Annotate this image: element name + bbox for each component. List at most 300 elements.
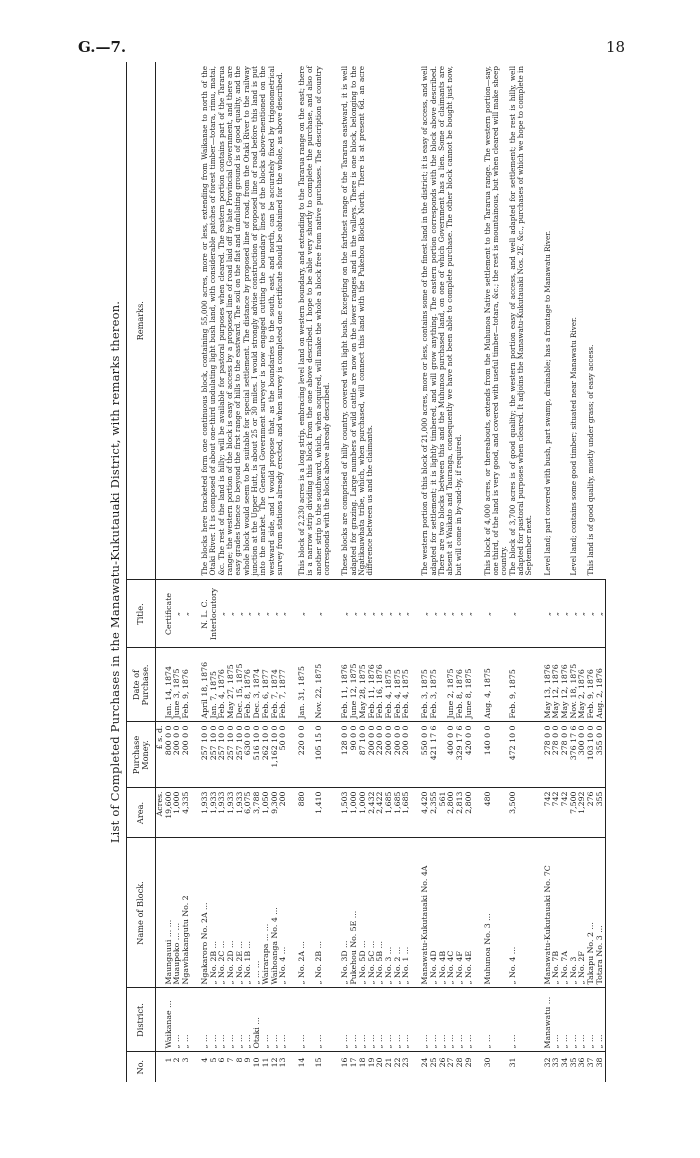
row-area: 19,600: [165, 788, 174, 838]
row-district: „ ...: [570, 988, 579, 1052]
row-title: „: [173, 580, 182, 648]
row-no: 19: [366, 1057, 376, 1068]
row-block: „ ... ...: [253, 838, 262, 988]
row-block: Pukehou No. 5E ...: [350, 838, 359, 988]
row-date: Dec. 15, 1875: [236, 648, 245, 722]
row-district: „ ...: [376, 988, 385, 1052]
row-no: 15: [313, 1057, 323, 1068]
row-block: „ No. 2 ...: [394, 838, 403, 988]
row-block: Ngawhakangutu No. 2: [182, 838, 191, 988]
row-no: 7: [226, 1057, 236, 1063]
row-district: „ ...: [350, 988, 359, 1052]
row-date: Aug. 2, 1876: [596, 648, 605, 722]
row-money: 376 17 6: [570, 722, 579, 788]
row-title: „: [484, 580, 509, 648]
row-title: „: [544, 580, 553, 648]
row-date: Feb. 3, 1875: [430, 648, 439, 722]
spacer-cell: [474, 788, 484, 838]
spacer-cell: [474, 988, 484, 1052]
row-block: „ No. 4B: [439, 838, 448, 988]
row-district: „ ...: [227, 988, 236, 1052]
row-block: „ No. 2C ...: [218, 838, 227, 988]
row-block: „ No. 4 ...: [279, 838, 288, 988]
row-district: „ ...: [385, 988, 394, 1052]
row-date: June 8, 1875: [465, 648, 474, 722]
row-no: 36: [577, 1057, 587, 1068]
row-date: June 2, 1875: [447, 648, 456, 722]
row-remarks: Level land; contains some good timber; situated near Manawatu River.: [570, 62, 587, 580]
table-body: [156, 62, 606, 1082]
row-date: Aug. 4, 1875: [484, 648, 509, 722]
row-district: „ ...: [359, 988, 368, 1052]
money-unit: £ s. d.: [156, 722, 165, 788]
row-title: „: [439, 580, 448, 648]
row-block: Maungauui ... ...: [165, 838, 174, 988]
row-date: Feb. 3, 1875: [421, 648, 430, 722]
row-district: „ ...: [421, 988, 430, 1052]
row-district: „ ...: [561, 988, 570, 1052]
row-area: 9,300: [271, 788, 280, 838]
row-title: „: [447, 580, 456, 648]
row-date: June 3, 1875: [173, 648, 182, 722]
row-area: 7,500: [570, 788, 579, 838]
row-area: 4,335: [182, 788, 191, 838]
row-remarks: The blocks here bracketed form one continuous block, containing 55,000 acres, more or less, extending from Waikanae to north of the Otaki River. It is composed of about one-third undulating light bush land, with considerable patches of forest timber—totara, rimu, matai, &c. The rest of the land is hilly; will be available for pastoral purposes when cleared. The eastern portion contains part of the Tararua range; the western portion of the block is easy of access by a proposed line of road laid off by late Provincial Government, and there are easy grades thence to beyond the first range of hills to the eastward. The soil on the flat and undulating ground is of good quality, and the whole block would seem to be suitable for special settlement. The distance by proposed line of road, from the Otaki River to the railway junction at the Upper Hutt, is about 25 or 30 miles. I would strongly advise construction of proposed line of road before this land is put into the market. The General Government surveyor is now engaged cutting the boundary lines of the blocks above-mentioned on the westward side, and I would propose that, as the boundaries to the south, east, and north, can be accurately fixed by trigonometrical survey from stations already erected, and when survey is completed one certificate should be obtained for the whole, as above described.: [201, 62, 288, 580]
row-title: „: [279, 580, 288, 648]
row-district: „ ...: [394, 988, 403, 1052]
spacer-cell: [474, 1052, 484, 1082]
row-title: Interlocutory: [210, 580, 219, 648]
row-no: 33: [551, 1057, 561, 1068]
row-title: „: [244, 580, 253, 648]
row-money: 1,162 10 0: [271, 722, 280, 788]
row-district: „ ...: [484, 988, 509, 1052]
row-no: 16: [340, 1057, 350, 1068]
page-ref: G.—7.: [78, 38, 127, 56]
row-no: 22: [392, 1057, 402, 1068]
row-area: 2,355: [430, 788, 439, 838]
row-block: „ No. 7B: [552, 838, 561, 988]
row-money: 50 0 0: [279, 722, 288, 788]
row-block: „ No. 2D ...: [227, 838, 236, 988]
row-date: May 27, 1875: [227, 648, 236, 722]
row-no: 24: [420, 1057, 430, 1068]
row-district: „ ...: [596, 988, 605, 1052]
row-title: „: [376, 580, 385, 648]
table-row: [544, 62, 553, 1082]
row-block: „ No. 4 ...: [509, 838, 534, 988]
row-title: „: [561, 580, 570, 648]
row-date: May 28, 1875: [359, 648, 368, 722]
row-block: „ No. 3D ...: [341, 838, 350, 988]
row-money: 355 0 0: [596, 722, 605, 788]
row-block: „ No. 3 ...: [385, 838, 394, 988]
row-district: „ ...: [315, 988, 332, 1052]
row-date: Jan. 7, 1875: [210, 648, 219, 722]
row-money: 200 0 0: [173, 722, 182, 788]
row-no: 27: [446, 1057, 456, 1068]
row-district: Waikanae ...: [165, 988, 174, 1052]
row-no: 3: [181, 1057, 191, 1063]
row-money: 257 10 0: [210, 722, 219, 788]
row-remarks: This land is of good quality, mostly under grass; of easy access.: [587, 62, 605, 580]
row-area: 355: [596, 788, 605, 838]
row-title: „: [402, 580, 411, 648]
row-no: 14: [297, 1057, 307, 1068]
spacer-cell: [474, 62, 484, 580]
row-money: 257 10 0: [236, 722, 245, 788]
row-district: „ ...: [465, 988, 474, 1052]
row-money: 262 10 0: [262, 722, 271, 788]
row-block: Takapu No. 2 ...: [587, 838, 596, 988]
row-title: Certificate: [165, 580, 174, 648]
row-date: Feb. 8, 1876: [456, 648, 465, 722]
col-remarks-header: Remarks.: [127, 62, 156, 580]
row-no: 17: [349, 1057, 359, 1068]
row-date: Feb. 9, 1876: [587, 648, 596, 722]
row-remarks: The western portion of this block of 21,000 acres, more or less, contains some of the finest land in the district; it is easy of access, and well adapted for settlement; it is lightly timbered, and will grow anything. The eastern portion corresponds with the block above described. There are two blocks between this and the Muhunoa purchased land, on one of which Government has a lien. Some of claimants are absent at Waikato and Tauranga, consequently we have not been able to complete purchase. The other block cannot be bought just now, but will come in by-and-by, if required.: [421, 62, 473, 580]
document-title: List of Completed Purchases in the Manawatu-Kukutauaki District, with remarks thereon.: [108, 300, 122, 844]
row-title: „: [385, 580, 394, 648]
row-area: 3,788: [253, 788, 262, 838]
area-unit: Acres.: [156, 788, 165, 838]
row-money: 472 10 0: [509, 722, 534, 788]
row-area: 2,813: [456, 788, 465, 838]
row-date: April 18, 1876: [201, 648, 210, 722]
row-no: 5: [208, 1057, 218, 1063]
row-money: 257 10 0: [201, 722, 210, 788]
table-row: [421, 62, 430, 1082]
row-district: „ ...: [218, 988, 227, 1052]
row-area: 1,685: [385, 788, 394, 838]
row-money: 421 17 6: [430, 722, 439, 788]
spacer-cell: [474, 722, 484, 788]
row-date: Feb. 7, 1877: [279, 648, 288, 722]
row-district: „ ...: [430, 988, 439, 1052]
row-district: „ ...: [578, 988, 587, 1052]
row-money: 200 0 0: [402, 722, 411, 788]
row-no: 8: [234, 1057, 244, 1063]
row-area: 1,000: [359, 788, 368, 838]
spacer-cell: [474, 580, 484, 648]
row-remarks: The block of 3,700 acres is of good quality; the western portion easy of access, and well adapted for settlement; the rest is hilly, well adapted for pastoral purposes when cleared. It adjoins the Manawatu-Kukutauaki Nos. 2E, &c., purchases of which we hope to complete in September next.: [509, 62, 534, 580]
row-title: „: [368, 580, 377, 648]
row-block: „ No. 4E: [465, 838, 474, 988]
row-block: „ No. 2F: [578, 838, 587, 988]
row-money: 220 0 0: [298, 722, 315, 788]
row-title: N. L. C.: [201, 580, 210, 648]
row-block: Wairarapa ... ...: [262, 838, 271, 988]
units-cell: [156, 62, 165, 580]
row-title: „: [182, 580, 191, 648]
row-area: 1,292: [578, 788, 587, 838]
row-date: Feb. 6, 1877: [262, 648, 271, 722]
col-money-header: Purchase Money.: [127, 722, 156, 788]
row-district: „ ...: [201, 988, 210, 1052]
row-area: 1,685: [402, 788, 411, 838]
row-area: 1,503: [341, 788, 350, 838]
row-block: „ No. 2B ...: [210, 838, 219, 988]
table-row: [298, 62, 315, 1082]
row-area: 1,933: [201, 788, 210, 838]
row-district: Otaki ...: [253, 988, 262, 1052]
row-money: 516 10 0: [253, 722, 262, 788]
table-row: [509, 62, 534, 1082]
row-block: „ No. 4F: [456, 838, 465, 988]
table-row: [201, 62, 210, 1082]
row-date: May 2, 1876: [578, 648, 587, 722]
row-area: 3,500: [509, 788, 534, 838]
row-block: „ No. 2E ...: [236, 838, 245, 988]
row-date: Feb. 4, 1876: [218, 648, 227, 722]
col-district-header: District.: [127, 988, 156, 1052]
row-block: „ No. 7A: [561, 838, 570, 988]
row-title: „: [465, 580, 474, 648]
row-remarks: This block of 2,230 acres is a long strip, embracing level land on western boundary, and extending to the Tararua range on the east; there is a narrow strip dividing this block from the one above described. I hope to be able very shortly to complete the purchase, and also of another strip to the southward, which, when acquired, will make the whole a block free from native purchases. The description of country corresponds with the block above already described.: [298, 62, 331, 580]
row-no: 32: [542, 1057, 552, 1068]
row-district: „ ...: [587, 988, 596, 1052]
row-area: 1,410: [315, 788, 332, 838]
row-area: 6,075: [244, 788, 253, 838]
row-area: 276: [587, 788, 596, 838]
row-money: 90 0 0: [350, 722, 359, 788]
row-title: „: [359, 580, 368, 648]
units-cell: [156, 1052, 165, 1082]
row-area: 480: [484, 788, 509, 838]
row-area: 1,933: [218, 788, 227, 838]
row-area: 1,933: [210, 788, 219, 838]
row-district: „ ...: [298, 988, 315, 1052]
row-money: 200 0 0: [368, 722, 377, 788]
row-block: Totara No. 3 ...: [596, 838, 605, 988]
row-title: „: [509, 580, 534, 648]
row-no: 9: [243, 1057, 253, 1063]
row-district: „ ...: [262, 988, 271, 1052]
rotated-table-area: [104, 62, 674, 1082]
row-area: 1,000: [350, 788, 359, 838]
page-number: 18: [606, 38, 626, 56]
row-title: „: [421, 580, 430, 648]
row-no: 21: [384, 1057, 394, 1068]
row-block: „ No. 5C ...: [368, 838, 377, 988]
purchases-table: [126, 62, 606, 1082]
row-area: 880: [298, 788, 315, 838]
col-date-header: Date of Purchase.: [127, 648, 156, 722]
row-title: „: [262, 580, 271, 648]
row-block: „ No. 2A ...: [298, 838, 315, 988]
row-district: „ ...: [279, 988, 288, 1052]
row-date: Feb. 16, 1876: [376, 648, 385, 722]
row-area: 2,422: [376, 788, 385, 838]
row-block: „ No. 4D: [430, 838, 439, 988]
row-no: 20: [375, 1057, 385, 1068]
row-title: „: [552, 580, 561, 648]
row-money: 300 0 0: [578, 722, 587, 788]
spacer-cell: [474, 838, 484, 988]
row-no: 23: [401, 1057, 411, 1068]
row-no: 34: [560, 1057, 569, 1068]
row-title: „: [596, 580, 605, 648]
row-remarks: Level land; part covered with bush, part swamp, drainable; has a frontage to Manawatu River.: [544, 62, 570, 580]
row-district: Manawatu ...: [544, 988, 553, 1052]
row-block: Muaupoko ... ...: [173, 838, 182, 988]
row-no: 30: [482, 1057, 492, 1068]
row-money: 128 0 0: [341, 722, 350, 788]
row-block: „ No. 4C: [447, 838, 456, 988]
row-no: 4: [199, 1057, 209, 1063]
row-date: Feb. 4, 1875: [385, 648, 394, 722]
row-date: Nov. 22, 1875: [315, 648, 332, 722]
row-money: 630 0 0: [244, 722, 253, 788]
table-row: [570, 62, 579, 1082]
row-district: „ ...: [447, 988, 456, 1052]
row-area: 742: [544, 788, 553, 838]
row-title: „: [570, 580, 579, 648]
row-date: June 12, 1875: [350, 648, 359, 722]
row-block: „ No. 5B ...: [376, 838, 385, 988]
row-date: Feb. 9, 1876: [182, 648, 191, 722]
row-no: 29: [463, 1057, 473, 1068]
row-money: 220 0 0: [376, 722, 385, 788]
row-date: Feb. 11, 1876: [368, 648, 377, 722]
row-no: 35: [568, 1057, 578, 1068]
row-date: Feb. 8, 1876: [244, 648, 253, 722]
row-no: 28: [455, 1057, 465, 1068]
row-block: „ No. 5D ...: [359, 838, 368, 988]
row-no: 31: [507, 1057, 517, 1068]
row-money: 257 10 0: [218, 722, 227, 788]
spacer-row: [474, 62, 484, 1082]
row-date: May 12, 1876: [561, 648, 570, 722]
row-area: 561: [439, 788, 448, 838]
row-district: „ ...: [439, 988, 448, 1052]
row-date: Feb. 9, 1875: [509, 648, 534, 722]
row-no: 38: [596, 1052, 605, 1082]
col-block-header: Name of Block.: [127, 838, 156, 988]
col-title-header: Title.: [127, 580, 156, 648]
row-block: „ No. 1B ...: [244, 838, 253, 988]
row-area: 1,685: [394, 788, 403, 838]
row-money: 200 0 0: [182, 722, 191, 788]
row-money: 87 10 0: [359, 722, 368, 788]
row-date: Dec. 3, 1874: [253, 648, 262, 722]
row-area: 742: [561, 788, 570, 838]
row-title: „: [218, 580, 227, 648]
row-title: „: [236, 580, 245, 648]
row-money: 140 0 0: [484, 722, 509, 788]
row-money: 329 17 6: [456, 722, 465, 788]
row-block: „ No. 3: [570, 838, 579, 988]
row-area: 742: [552, 788, 561, 838]
row-block: Waihoanga No. 4 ...: [271, 838, 280, 988]
row-money: 550 0 0: [421, 722, 430, 788]
row-area: 1,933: [227, 788, 236, 838]
row-district: „ ...: [271, 988, 280, 1052]
row-remarks: This block of 4,000 acres, or thereabouts, extends from the Muhunoa Native settlement to the Tararua range. The western portion—say, one third, of the land is very good, and covered with useful timber—totara, &c.; the rest is mountainous, but when cleared will make sheep country.: [484, 62, 509, 580]
row-area: 1,000: [173, 788, 182, 838]
row-district: „ ...: [368, 988, 377, 1052]
row-money: 257 10 0: [227, 722, 236, 788]
row-no: 25: [428, 1057, 438, 1068]
row-title: „: [350, 580, 359, 648]
row-title: „: [271, 580, 280, 648]
row-area: 2,800: [447, 788, 456, 838]
row-no: 2: [172, 1057, 182, 1063]
row-block: Ngakaroro No. 2A ...: [201, 838, 210, 988]
row-no: 6: [217, 1057, 227, 1063]
row-area: 2,800: [465, 788, 474, 838]
row-district: „ ...: [182, 988, 191, 1052]
row-area: 2,432: [368, 788, 377, 838]
row-area: 200: [279, 788, 288, 838]
row-money: 103 10 0: [587, 722, 596, 788]
row-money: 278 0 0: [552, 722, 561, 788]
row-block: Manawatu-Kukutauaki No. 4A: [421, 838, 430, 988]
row-block: Muhunoa No. 3 ...: [484, 838, 509, 988]
row-title: „: [456, 580, 465, 648]
row-title: „: [587, 580, 596, 648]
row-title: „: [394, 580, 403, 648]
col-area-header: Area.: [127, 788, 156, 838]
col-no-header: No.: [127, 1052, 156, 1082]
row-no: 12: [269, 1057, 279, 1068]
row-date: Feb. 7, 1874: [271, 648, 280, 722]
row-remarks: These blocks are comprised of hilly country, covered with light bush. Excepting on the farthest range of the Tararua eastward, it is well adapted for grazing. Large numbers of wild cattle are now on the lower ranges and in the valleys. There is one block, belonging to the Ngatikauwhata tribe, which, when purchased, will connect this land with the Pukehou Blocks North. There is at present 6d. an acre difference between us and the claimants.: [341, 62, 411, 580]
row-district: „ ...: [402, 988, 411, 1052]
row-date: Jan. 14, 1874: [165, 648, 174, 722]
row-no: 18: [357, 1057, 367, 1068]
row-date: May 12, 1876: [552, 648, 561, 722]
row-area: 1,933: [236, 788, 245, 838]
row-district: „ ...: [456, 988, 465, 1052]
row-title: „: [430, 580, 439, 648]
table-header: [127, 62, 156, 1082]
row-district: „ ...: [552, 988, 561, 1052]
row-no: 26: [437, 1057, 447, 1068]
row-area: 1,050: [262, 788, 271, 838]
row-district: „ ...: [173, 988, 182, 1052]
row-money: 400 0 0: [447, 722, 456, 788]
row-no: 11: [260, 1057, 270, 1068]
row-block: „ No. 1 ...: [402, 838, 411, 988]
row-no: 10: [252, 1057, 262, 1068]
row-area: 4,420: [421, 788, 430, 838]
row-date: Feb. 11, 1876: [341, 648, 350, 722]
row-no: 13: [278, 1057, 288, 1068]
row-remarks: [165, 62, 191, 580]
row-title: „: [341, 580, 350, 648]
row-title: „: [578, 580, 587, 648]
row-money: 105 15 0: [315, 722, 332, 788]
row-money: 420 0 0: [465, 722, 474, 788]
row-money: 278 0 0: [561, 722, 570, 788]
row-money: 278 0 0: [544, 722, 553, 788]
row-district: „ ...: [509, 988, 534, 1052]
row-district: „ ...: [341, 988, 350, 1052]
row-district: „ ...: [236, 988, 245, 1052]
row-date: Feb. 4, 1875: [394, 648, 403, 722]
row-date: Jan. 31, 1875: [298, 648, 315, 722]
row-title: „: [227, 580, 236, 648]
row-title: „: [298, 580, 315, 648]
row-block: Manawatu-Kukutauaki No. 7C: [544, 838, 553, 988]
row-title: „: [253, 580, 262, 648]
row-money: 800 0 0: [165, 722, 174, 788]
row-district: „ ...: [244, 988, 253, 1052]
row-date: May 13, 1876: [544, 648, 553, 722]
spacer-cell: [474, 648, 484, 722]
row-money: 200 0 0: [385, 722, 394, 788]
